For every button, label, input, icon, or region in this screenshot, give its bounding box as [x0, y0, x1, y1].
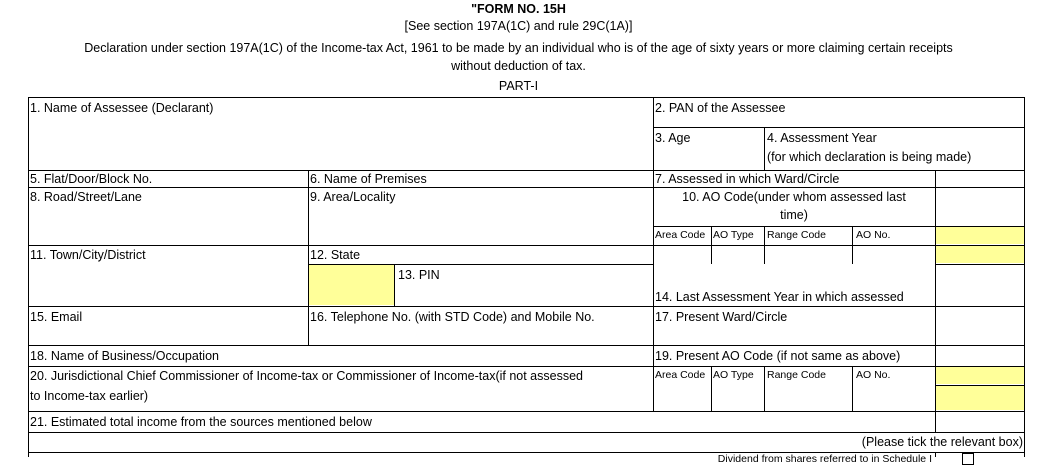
ao-code-label-line2: time) — [780, 208, 808, 222]
ao-type-header-2: AO Type — [713, 369, 754, 381]
grid-line — [1024, 97, 1025, 457]
state-label: 12. State — [310, 248, 361, 262]
present-ao-code-label: 19. Present AO Code (if not same as above) — [655, 349, 901, 363]
business-occupation-label: 18. Name of Business/Occupation — [30, 349, 219, 363]
tick-instruction: (Please tick the relevant box) — [861, 435, 1023, 449]
grid-line — [764, 127, 765, 170]
ward-circle-label: 7. Assessed in which Ward/Circle — [655, 172, 840, 186]
commissioner-label-line1: 20. Jurisdictional Chief Commissioner of Income-tax or Commissioner of Income-tax(if not assessed — [30, 369, 583, 383]
grid-line — [308, 264, 653, 265]
declaration-text-line2: without deduction of tax. — [451, 59, 586, 73]
grid-line — [308, 170, 309, 346]
grid-line — [935, 385, 1025, 386]
state-input[interactable] — [308, 264, 394, 305]
grid-line — [28, 306, 1025, 307]
grid-line — [935, 452, 936, 457]
assessee-name-label: 1. Name of Assessee (Declarant) — [30, 101, 214, 115]
grid-line — [28, 411, 1025, 412]
grid-line — [28, 97, 1025, 98]
area-locality-label: 9. Area/Locality — [310, 190, 396, 204]
pin-label: 13. PIN — [398, 268, 440, 282]
range-code-header: Range Code — [767, 229, 826, 241]
last-assessment-year-label: 14. Last Assessment Year in which assessed — [655, 290, 904, 304]
present-ao-code-value-input[interactable] — [935, 385, 1024, 410]
grid-line — [28, 245, 1025, 246]
grid-line — [935, 264, 1025, 265]
grid-line — [764, 226, 765, 264]
grid-line — [394, 264, 395, 306]
dividend-row-label: Dividend from shares referred to in Schedule I — [717, 453, 932, 465]
grid-line — [653, 97, 654, 411]
assessment-year-note: (for which declaration is being made) — [767, 150, 972, 164]
grid-line — [935, 170, 936, 432]
commissioner-label-line2: to Income-tax earlier) — [30, 389, 149, 403]
grid-line — [764, 366, 765, 411]
ao-type-header: AO Type — [713, 229, 754, 241]
present-ward-label: 17. Present Ward/Circle — [655, 310, 788, 324]
ao-code-label-line1: 10. AO Code(under whom assessed last — [682, 190, 906, 204]
ao-number-input[interactable] — [935, 226, 1024, 244]
grid-line — [28, 170, 1025, 171]
assessment-year-label: 4. Assessment Year — [767, 131, 877, 145]
pan-label: 2. PAN of the Assessee — [655, 101, 786, 115]
premises-label: 6. Name of Premises — [310, 172, 427, 186]
declaration-text-line1: Declaration under section 197A(1C) of the Income-tax Act, 1961 to be made by an individual who is of the age of sixty years or more claiming certain receipts — [84, 41, 953, 55]
grid-line — [28, 345, 1025, 346]
area-code-header: Area Code — [655, 229, 706, 241]
grid-line — [653, 127, 1025, 128]
age-label: 3. Age — [655, 131, 691, 145]
grid-line — [28, 187, 1025, 188]
grid-line — [28, 432, 1025, 433]
grid-line — [28, 366, 1025, 367]
ao-code-value-input[interactable] — [935, 245, 1024, 263]
area-code-header-2: Area Code — [655, 369, 706, 381]
range-code-header-2: Range Code — [767, 369, 826, 381]
grid-line — [852, 366, 853, 411]
road-street-label: 8. Road/Street/Lane — [30, 190, 142, 204]
part-title: PART-I — [498, 79, 539, 93]
ao-no-header-2: AO No. — [856, 369, 891, 381]
present-ao-number-input[interactable] — [935, 366, 1024, 384]
flat-no-label: 5. Flat/Door/Block No. — [30, 172, 153, 186]
grid-line — [711, 366, 712, 411]
telephone-label: 16. Telephone No. (with STD Code) and Mobile No. — [310, 310, 595, 324]
email-label: 15. Email — [30, 310, 83, 324]
grid-line — [653, 226, 1025, 227]
dividend-checkbox[interactable] — [962, 453, 974, 465]
ao-no-header: AO No. — [856, 229, 891, 241]
town-city-label: 11. Town/City/District — [30, 248, 146, 262]
estimated-income-label: 21. Estimated total income from the sources mentioned below — [30, 415, 372, 429]
grid-line — [711, 226, 712, 264]
grid-line — [28, 97, 29, 457]
form-number: "FORM NO. 15H — [471, 2, 566, 16]
grid-line — [852, 226, 853, 264]
section-reference: [See section 197A(1C) and rule 29C(1A)] — [404, 19, 633, 33]
